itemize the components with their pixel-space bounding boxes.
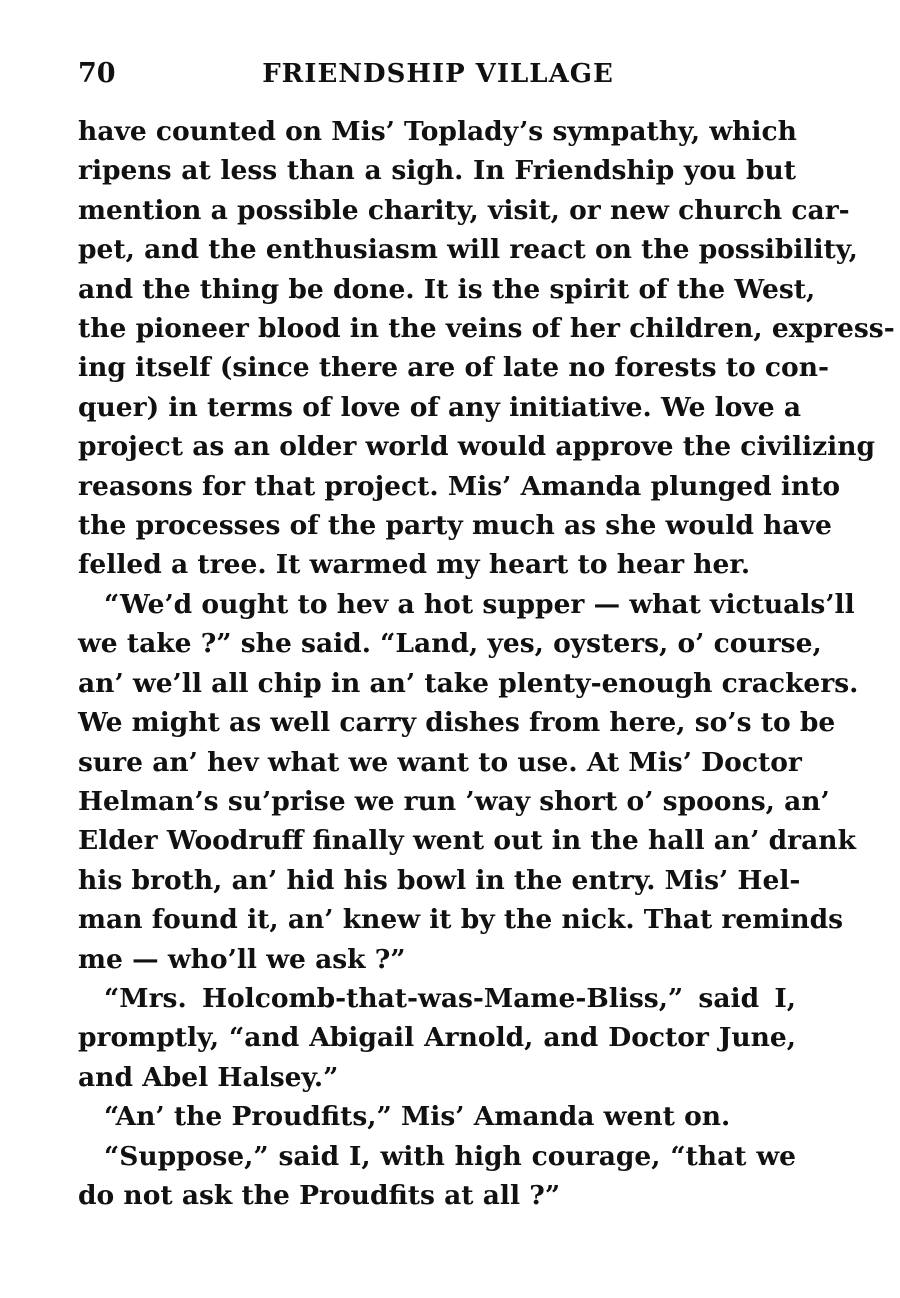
text-line: and the thing be done. It is the spirit of the West,	[78, 273, 816, 305]
text-line: the processes of the party much as she would have	[78, 510, 832, 542]
text-line: have counted on Mis’ Toplady’s sympathy, which	[78, 116, 797, 147]
text-line: man found it, an’ knew it by the nick. That reminds	[78, 904, 844, 936]
text-line: an’ we’ll all chip in an’ take plenty-enough crackers.	[78, 667, 859, 699]
text-line: reasons for that project. Mis’ Amanda plunged into	[78, 470, 841, 502]
page-header	[78, 56, 798, 96]
text-line: and Abel Halsey.”	[78, 1061, 339, 1093]
text-line: his broth, an’ hid his bowl in the entry. Mis’ Hel-	[78, 864, 801, 896]
text-line: “We’d ought to hev a hot supper — what victuals’ll	[104, 588, 855, 620]
text-line: we take ?” she said. “Land, yes, oysters, o’ course,	[78, 628, 822, 660]
text-line: project as an older world would approve the civilizing	[78, 431, 876, 463]
page-number: 70	[78, 58, 116, 89]
text-line: Elder Woodruff finally went out in the hall an’ drank	[78, 825, 856, 857]
text-line: ing itself (since there are of late no forests to con-	[78, 352, 829, 384]
text-line: do not ask the Proudfits at all ?”	[78, 1179, 561, 1211]
text-line: pet, and the enthusiasm will react on the possibility,	[78, 234, 858, 266]
text-line: “Suppose,” said I, with high courage, “that we	[104, 1140, 796, 1172]
text-line: promptly, “and Abigail Arnold, and Doctor June,	[78, 1022, 796, 1054]
text-line: “An’ the Proudfits,” Mis’ Amanda went on.	[104, 1101, 731, 1133]
text-line: sure an’ hev what we want to use. At Mis’ Doctor	[78, 746, 802, 778]
running-head: FRIENDSHIP VILLAGE	[262, 59, 614, 89]
text-line: mention a possible charity, visit, or new church car-	[78, 194, 850, 226]
text-line: me — who’ll we ask ?”	[78, 943, 406, 975]
body-text	[78, 112, 895, 1215]
text-line: “Mrs. Holcomb-that-was-Mame-Bliss,” said I,	[104, 982, 796, 1014]
text-line: the pioneer blood in the veins of her children, express-	[78, 313, 895, 345]
text-line: We might as well carry dishes from here, so’s to be	[78, 707, 836, 739]
text-line: felled a tree. It warmed my heart to hear her.	[78, 549, 751, 581]
text-line: quer) in terms of love of any initiative. We love a	[78, 391, 802, 423]
text-line: Helman’s su’prise we run ’way short o’ spoons, an’	[78, 785, 830, 817]
text-line: ripens at less than a sigh. In Friendship you but	[78, 155, 796, 187]
